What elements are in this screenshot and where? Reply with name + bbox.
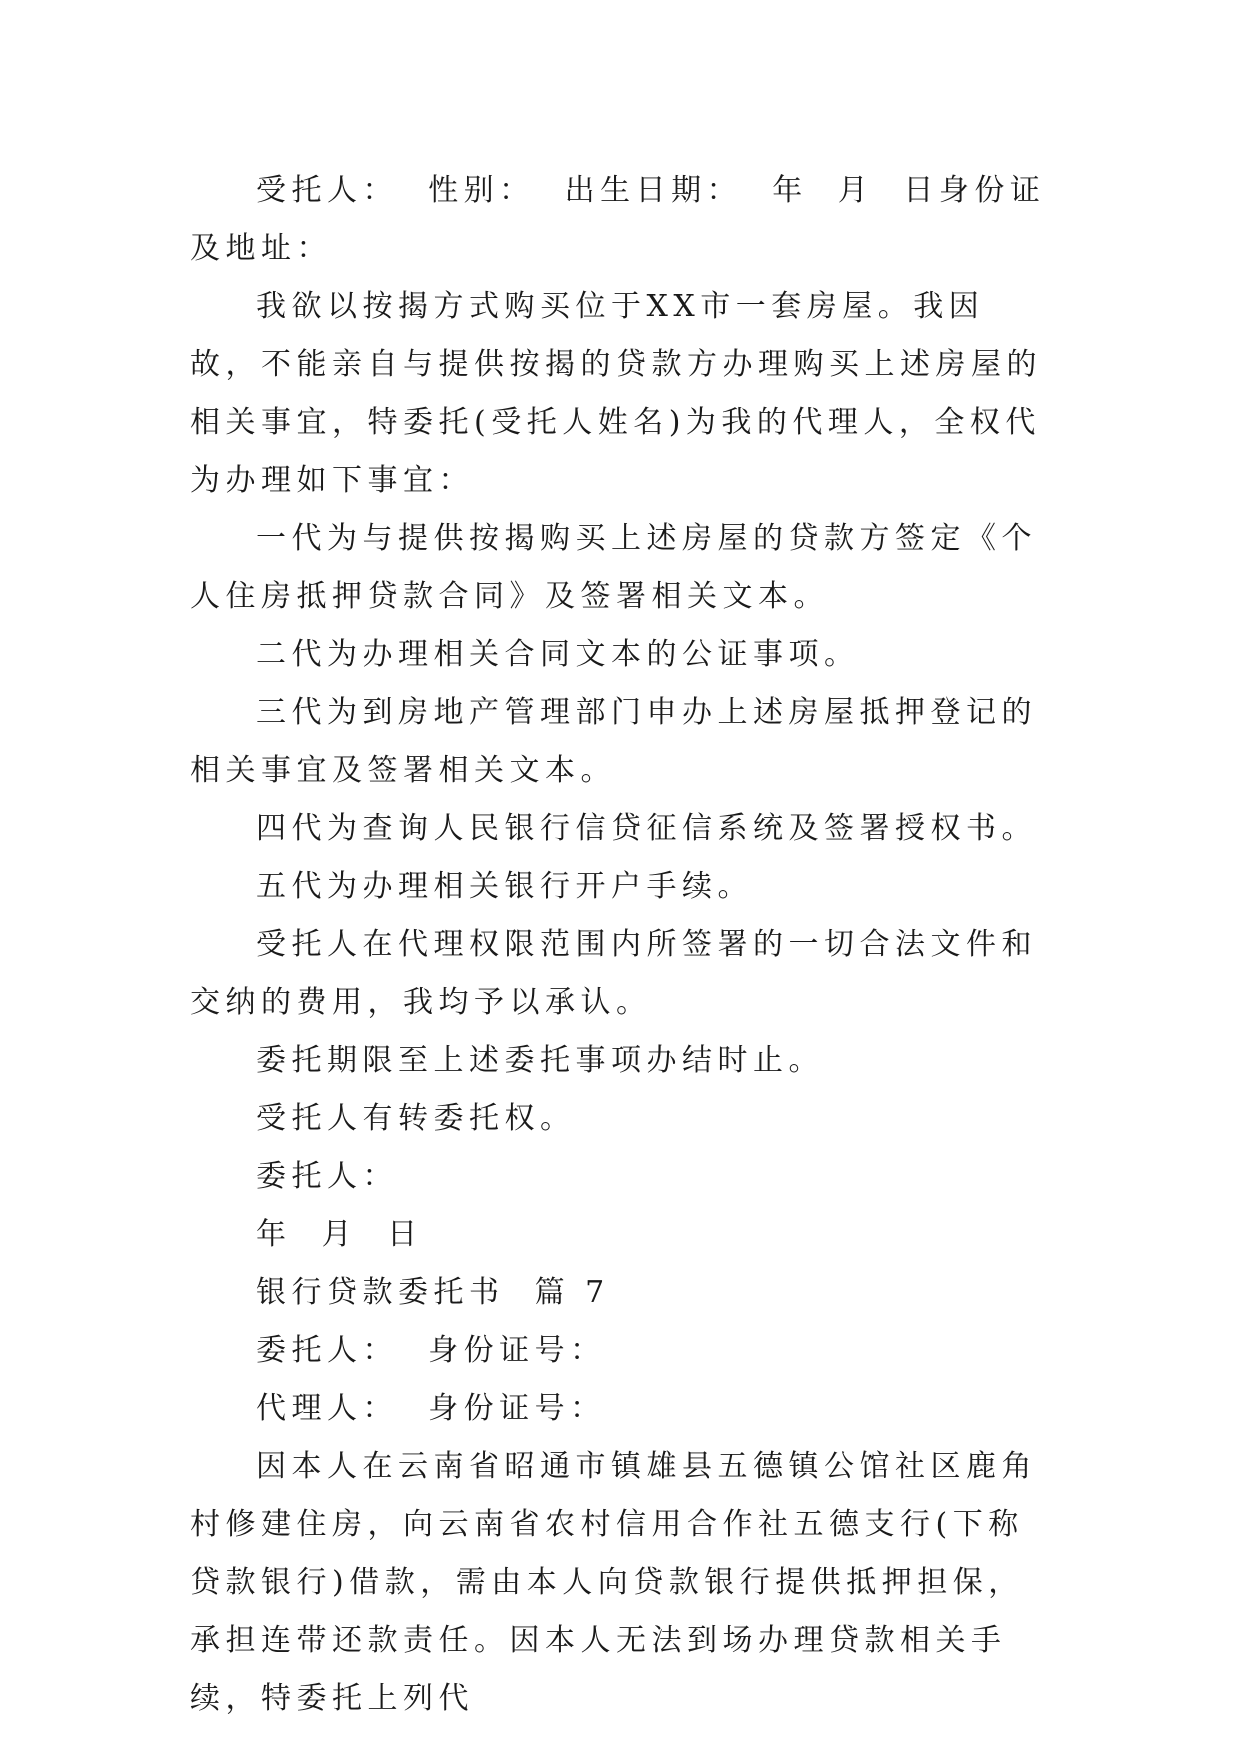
paragraph-term: 委托期限至上述委托事项办结时止。 (256, 1043, 824, 1078)
paragraph-principal-signature: 委托人： (256, 1159, 398, 1194)
paragraph-item-5: 五代为办理相关银行开户手续。 (256, 869, 753, 904)
paragraph-item-2: 二代为办理相关合同文本的公证事项。 (256, 637, 860, 672)
paragraph-date: 年 月 日 (256, 1217, 423, 1252)
paragraph-principal-id: 委托人： 身份证号： (256, 1333, 606, 1368)
document-page (190, 162, 1052, 1728)
paragraph-acknowledgement: 受托人在代理权限范围内所签署的一切合法文件和交纳的费用，我均予以承认。 (190, 927, 1037, 1020)
paragraph-item-1: 一代为与提供按揭购买上述房屋的贷款方签定《个人住房抵押贷款合同》及签署相关文本。 (190, 521, 1037, 614)
paragraph-item-3: 三代为到房地产管理部门申办上述房屋抵押登记的相关事宜及签署相关文本。 (190, 695, 1037, 788)
paragraph-sub-delegation: 受托人有转委托权。 (256, 1101, 576, 1136)
paragraph-loan-reason: 因本人在云南省昭通市镇雄县五德镇公馆社区鹿角村修建住房，向云南省农村信用合作社五德支行(下称贷款银行)借款，需由本人向贷款银行提供抵押担保，承担连带还款责任。因本人无法到场办理贷款相关手续，特委托上列代 (190, 1449, 1037, 1716)
paragraph-agent-id: 代理人： 身份证号： (256, 1391, 606, 1426)
paragraph-purchase-intent: 我欲以按揭方式购买位于XX市一套房屋。我因故，不能亲自与提供按揭的贷款方办理购买上述房屋的相关事宜，特委托(受托人姓名)为我的代理人，全权代为办理如下事宜： (190, 289, 1042, 498)
paragraph-trustee-info: 受托人： 性别： 出生日期： 年 月 日身份证及地址： (190, 173, 1046, 266)
paragraph-item-4: 四代为查询人民银行信贷征信系统及签署授权书。 (256, 811, 1037, 846)
section-title: 银行贷款委托书 篇 7 (256, 1275, 610, 1310)
